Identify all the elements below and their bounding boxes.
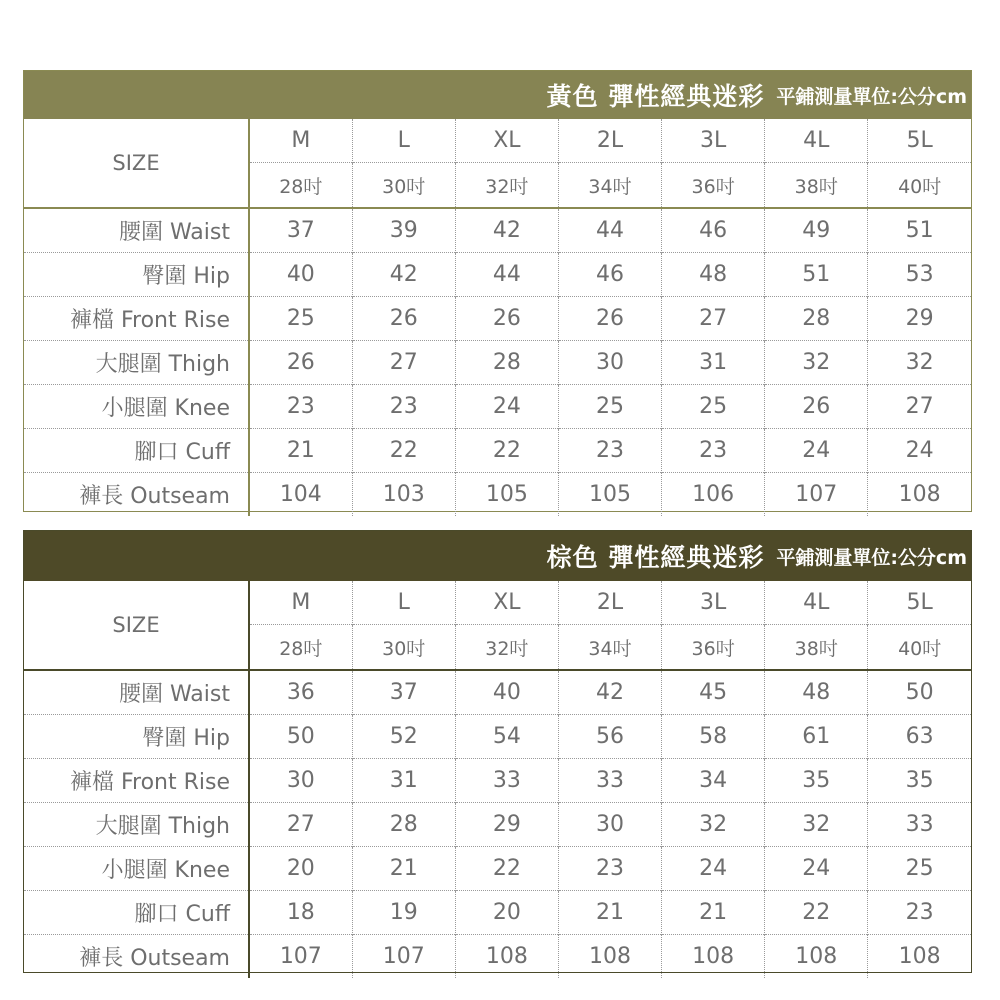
- inch-header-cell: 38吋: [765, 163, 868, 209]
- size-header-cell: XL: [455, 581, 558, 625]
- measurement-value: 108: [868, 935, 971, 979]
- size-label: SIZE: [112, 613, 160, 637]
- measurement-value: 23: [868, 891, 971, 935]
- inch-header-cell: 38吋: [765, 625, 868, 671]
- measurement-value: 49: [765, 208, 868, 253]
- measurement-value: 25: [249, 297, 352, 341]
- measurement-label: 褲長 Outseam: [24, 935, 249, 979]
- table-row: [24, 473, 971, 517]
- measurement-value: 42: [558, 670, 661, 715]
- size-table: [24, 119, 971, 516]
- inch-header-cell: 34吋: [558, 625, 661, 671]
- measurement-value: 51: [765, 253, 868, 297]
- size-header-cell: L: [352, 581, 455, 625]
- inch-header-cell: 32吋: [455, 625, 558, 671]
- measurement-label: 臀圍 Hip: [24, 253, 249, 297]
- measurement-value: 40: [455, 670, 558, 715]
- measurement-value: 22: [455, 847, 558, 891]
- measurement-value: 51: [868, 208, 971, 253]
- measurement-value: 105: [558, 473, 661, 517]
- measurement-value: 42: [352, 253, 455, 297]
- table-row: [24, 715, 971, 759]
- measurement-label: 小腿圍 Knee: [24, 847, 249, 891]
- measurement-value: 30: [558, 341, 661, 385]
- measurement-value: 103: [352, 473, 455, 517]
- measurement-value: 28: [352, 803, 455, 847]
- chart-banner: [24, 71, 971, 119]
- measurement-value: 27: [249, 803, 352, 847]
- measurement-value: 104: [249, 473, 352, 517]
- measurement-value: 61: [765, 715, 868, 759]
- measurement-value: 53: [868, 253, 971, 297]
- measurement-value: 46: [662, 208, 765, 253]
- measurement-value: 24: [662, 847, 765, 891]
- chart-unit: 平鋪測量單位:公分cm: [776, 546, 967, 569]
- measurement-value: 33: [455, 759, 558, 803]
- chart-title: 黃色 彈性經典迷彩: [546, 82, 765, 111]
- size-header-cell: M: [249, 119, 352, 163]
- measurement-value: 46: [558, 253, 661, 297]
- measurement-value: 45: [662, 670, 765, 715]
- measurement-value: 21: [558, 891, 661, 935]
- size-header-cell: XL: [455, 119, 558, 163]
- inch-header-cell: 30吋: [352, 163, 455, 209]
- size-header-cell: 4L: [765, 581, 868, 625]
- measurement-value: 108: [662, 935, 765, 979]
- measurement-value: 36: [249, 670, 352, 715]
- measurement-value: 31: [662, 341, 765, 385]
- table-row: [24, 297, 971, 341]
- measurement-label: 腰圍 Waist: [24, 208, 249, 253]
- measurement-value: 106: [662, 473, 765, 517]
- measurement-value: 107: [249, 935, 352, 979]
- measurement-value: 24: [765, 847, 868, 891]
- size-header-cell: 4L: [765, 119, 868, 163]
- chart-banner: [24, 531, 971, 581]
- measurement-value: 33: [868, 803, 971, 847]
- measurement-label: 褲檔 Front Rise: [24, 297, 249, 341]
- measurement-value: 19: [352, 891, 455, 935]
- table-row: [24, 429, 971, 473]
- measurement-value: 22: [352, 429, 455, 473]
- measurement-value: 26: [249, 341, 352, 385]
- measurement-value: 35: [765, 759, 868, 803]
- measurement-value: 27: [662, 297, 765, 341]
- size-header-row: [24, 581, 971, 625]
- measurement-value: 29: [868, 297, 971, 341]
- size-header-cell: L: [352, 119, 455, 163]
- measurement-value: 28: [765, 297, 868, 341]
- size-table: [24, 581, 971, 978]
- measurement-value: 44: [558, 208, 661, 253]
- table-row: [24, 759, 971, 803]
- size-chart-yellow: [23, 70, 972, 512]
- measurement-value: 34: [662, 759, 765, 803]
- size-chart-brown: [23, 530, 972, 973]
- measurement-value: 48: [765, 670, 868, 715]
- measurement-value: 22: [765, 891, 868, 935]
- measurement-label: 小腿圍 Knee: [24, 385, 249, 429]
- table-row: [24, 803, 971, 847]
- measurement-value: 32: [868, 341, 971, 385]
- table-row: [24, 891, 971, 935]
- measurement-value: 37: [249, 208, 352, 253]
- measurement-value: 108: [765, 935, 868, 979]
- measurement-value: 23: [662, 429, 765, 473]
- measurement-label: 臀圍 Hip: [24, 715, 249, 759]
- table-row: [24, 847, 971, 891]
- measurement-value: 50: [249, 715, 352, 759]
- measurement-value: 44: [455, 253, 558, 297]
- size-header-cell: 2L: [558, 581, 661, 625]
- size-header-cell: 3L: [662, 581, 765, 625]
- measurement-value: 32: [765, 341, 868, 385]
- measurement-value: 32: [765, 803, 868, 847]
- measurement-value: 23: [558, 847, 661, 891]
- measurement-value: 25: [558, 385, 661, 429]
- inch-header-cell: 36吋: [662, 163, 765, 209]
- inch-header-cell: 40吋: [868, 625, 971, 671]
- size-header-cell: 3L: [662, 119, 765, 163]
- measurement-value: 21: [352, 847, 455, 891]
- measurement-value: 29: [455, 803, 558, 847]
- table-row: [24, 341, 971, 385]
- measurement-label: 大腿圍 Thigh: [24, 341, 249, 385]
- measurement-value: 26: [558, 297, 661, 341]
- measurement-value: 24: [765, 429, 868, 473]
- size-header-cell: 5L: [868, 581, 971, 625]
- size-header-cell: 5L: [868, 119, 971, 163]
- inch-header-cell: 28吋: [249, 625, 352, 671]
- measurement-value: 56: [558, 715, 661, 759]
- measurement-value: 42: [455, 208, 558, 253]
- measurement-value: 50: [868, 670, 971, 715]
- measurement-value: 28: [455, 341, 558, 385]
- measurement-value: 30: [249, 759, 352, 803]
- measurement-value: 21: [662, 891, 765, 935]
- measurement-value: 32: [662, 803, 765, 847]
- measurement-value: 26: [352, 297, 455, 341]
- measurement-label: 腳口 Cuff: [24, 891, 249, 935]
- measurement-value: 20: [455, 891, 558, 935]
- measurement-value: 107: [352, 935, 455, 979]
- measurement-value: 63: [868, 715, 971, 759]
- measurement-value: 35: [868, 759, 971, 803]
- measurement-value: 25: [868, 847, 971, 891]
- measurement-value: 23: [558, 429, 661, 473]
- measurement-value: 108: [868, 473, 971, 517]
- measurement-value: 31: [352, 759, 455, 803]
- chart-unit: 平鋪測量單位:公分cm: [776, 85, 967, 108]
- measurement-value: 25: [662, 385, 765, 429]
- measurement-value: 26: [455, 297, 558, 341]
- size-header-row: [24, 119, 971, 163]
- measurement-label: 腳口 Cuff: [24, 429, 249, 473]
- measurement-value: 108: [558, 935, 661, 979]
- measurement-value: 21: [249, 429, 352, 473]
- measurement-value: 39: [352, 208, 455, 253]
- measurement-label: 褲檔 Front Rise: [24, 759, 249, 803]
- measurement-value: 107: [765, 473, 868, 517]
- table-row: [24, 385, 971, 429]
- measurement-value: 24: [455, 385, 558, 429]
- inch-header-cell: 30吋: [352, 625, 455, 671]
- inch-header-cell: 36吋: [662, 625, 765, 671]
- size-header-cell: 2L: [558, 119, 661, 163]
- measurement-value: 18: [249, 891, 352, 935]
- measurement-value: 27: [868, 385, 971, 429]
- table-row: [24, 253, 971, 297]
- measurement-value: 24: [868, 429, 971, 473]
- measurement-value: 54: [455, 715, 558, 759]
- measurement-value: 23: [249, 385, 352, 429]
- table-row: [24, 670, 971, 715]
- measurement-value: 30: [558, 803, 661, 847]
- measurement-value: 108: [455, 935, 558, 979]
- measurement-value: 58: [662, 715, 765, 759]
- measurement-value: 26: [765, 385, 868, 429]
- measurement-value: 23: [352, 385, 455, 429]
- measurement-value: 27: [352, 341, 455, 385]
- inch-header-cell: 34吋: [558, 163, 661, 209]
- measurement-value: 20: [249, 847, 352, 891]
- measurement-value: 40: [249, 253, 352, 297]
- measurement-value: 105: [455, 473, 558, 517]
- size-header-cell: M: [249, 581, 352, 625]
- measurement-label: 腰圍 Waist: [24, 670, 249, 715]
- table-row: [24, 208, 971, 253]
- measurement-value: 33: [558, 759, 661, 803]
- measurement-value: 37: [352, 670, 455, 715]
- table-row: [24, 935, 971, 979]
- inch-header-cell: 40吋: [868, 163, 971, 209]
- measurement-label: 大腿圍 Thigh: [24, 803, 249, 847]
- inch-header-cell: 28吋: [249, 163, 352, 209]
- chart-title: 棕色 彈性經典迷彩: [546, 543, 765, 572]
- inch-header-cell: 32吋: [455, 163, 558, 209]
- measurement-value: 22: [455, 429, 558, 473]
- measurement-label: 褲長 Outseam: [24, 473, 249, 517]
- measurement-value: 52: [352, 715, 455, 759]
- measurement-value: 48: [662, 253, 765, 297]
- size-label: SIZE: [112, 151, 160, 175]
